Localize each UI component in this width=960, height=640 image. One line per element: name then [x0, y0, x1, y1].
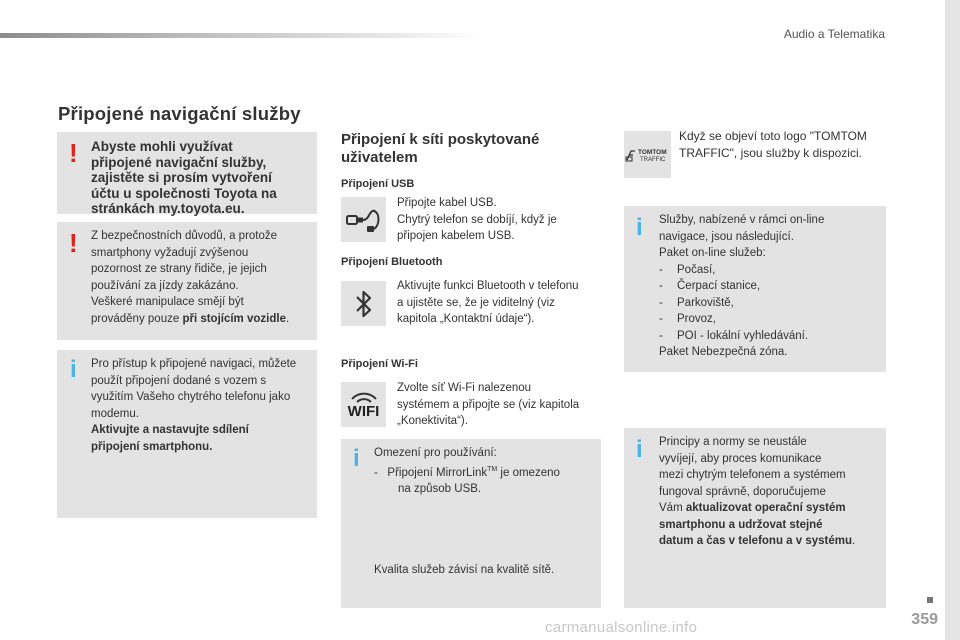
bluetooth-text: Aktivujte funkci Bluetooth v telefonu a ujistěte se, že je viditelný (viz kapitola „Kontaktní údaje“).: [397, 280, 579, 325]
info-text: Pro přístup k připojené navigaci, můžete použít připojení dodané s vozem s využitím Vašeho chytrého telefonu jako modemu. Aktivujte a nastavujte sdílení připojení smartphonu.: [91, 358, 297, 453]
svg-text:TOMTOM: TOMTOM: [637, 148, 667, 156]
warning-box-account: [57, 132, 317, 214]
info-icon: i: [70, 356, 77, 383]
list-item: - Čerpací stanice,: [659, 278, 881, 295]
info-icon: i: [636, 214, 643, 241]
page-marker: [927, 597, 933, 603]
warning-text: Abyste mohli využívat připojené navigační služby, zajistěte si prosím vytvoření účtu u společnosti Toyota na stránkách my.toyota.eu.: [91, 139, 277, 216]
info-text: Omezení pro používání: - Připojení MirrorLink™ je omezeno na způsob USB.: [374, 447, 560, 495]
wifi-heading: Připojení Wi-Fi: [341, 358, 418, 370]
bluetooth-icon: [353, 288, 375, 320]
service-list: [659, 262, 881, 345]
list-item: - Počasí,: [659, 262, 881, 279]
info-box-limits: [341, 439, 601, 608]
usb-text: Připojte kabel USB. Chytrý telefon se dobíjí, když je připojen kabelem USB.: [397, 197, 557, 242]
wifi-icon-box: [341, 382, 386, 427]
bluetooth-heading: Připojení Bluetooth: [341, 256, 443, 268]
info-box-updates: [624, 428, 886, 608]
svg-text:TRAFFIC: TRAFFIC: [639, 156, 665, 163]
section-header: Audio a Telematika: [783, 27, 885, 41]
wifi-label: WIFI: [347, 403, 380, 420]
info-text: Principy a normy se neustále vyvíjejí, aby proces komunikace mezi chytrým telefonem a systémem fungoval správně, doporučujeme Vám aktualizovat operační systém smartphonu a udržovat stejné datum a čas v telefonu a v systému.: [659, 436, 856, 547]
page-title: Připojené navigační služby: [58, 103, 301, 124]
tomtom-text: Když se objeví toto logo "TOMTOM TRAFFIC", jsou služby k dispozici.: [679, 129, 867, 160]
usb-heading: Připojení USB: [341, 178, 415, 190]
list-item: - POI - lokální vyhledávání.: [659, 328, 881, 345]
section-title: Připojení k síti poskytované uživatelem: [341, 131, 540, 166]
wifi-icon: [349, 390, 379, 404]
exclamation-icon: !: [69, 138, 78, 168]
info-footer: Kvalita služeb závisí na kvalitě sítě.: [374, 564, 555, 576]
usb-cable-icon: [344, 201, 384, 239]
info-box-services: [624, 206, 886, 372]
wifi-text: Zvolte síť Wi-Fi nalezenou systémem a připojte se (viz kapitola „Konektivita“).: [397, 382, 580, 427]
tomtom-traffic-icon: [625, 145, 671, 165]
warning-box-safety: [57, 222, 317, 340]
usb-icon-box: [341, 197, 386, 242]
page-edge: [945, 0, 960, 640]
page-number: 359: [911, 611, 938, 628]
bluetooth-icon-box: [341, 281, 386, 326]
exclamation-icon: !: [69, 228, 78, 258]
info-icon: i: [353, 445, 360, 472]
watermark: carmanualsonline.info: [545, 619, 698, 636]
info-icon: i: [636, 436, 643, 463]
header-bar: [0, 33, 480, 38]
tomtom-icon-box: [624, 131, 671, 178]
list-item: - Provoz,: [659, 311, 881, 328]
warning-text: Z bezpečnostních důvodů, a protože smartphony vyžadují zvýšenou pozornost ze strany řidiče, je jejich používání za jízdy zakázáno. Veškeré manipulace smějí být prováděny pouze při stojícím vozidle.: [91, 230, 290, 325]
list-item: - Parkoviště,: [659, 295, 881, 312]
info-text: Služby, nabízené v rámci on-line navigace, jsou následující. Paket on-line služeb: - Počasí, - Čerpací stanice, - Parkoviště, - Provoz, - POI - lokální vyhledávání. Paket Nebezpečná zóna.: [659, 212, 881, 361]
info-box-modem: [57, 350, 317, 518]
